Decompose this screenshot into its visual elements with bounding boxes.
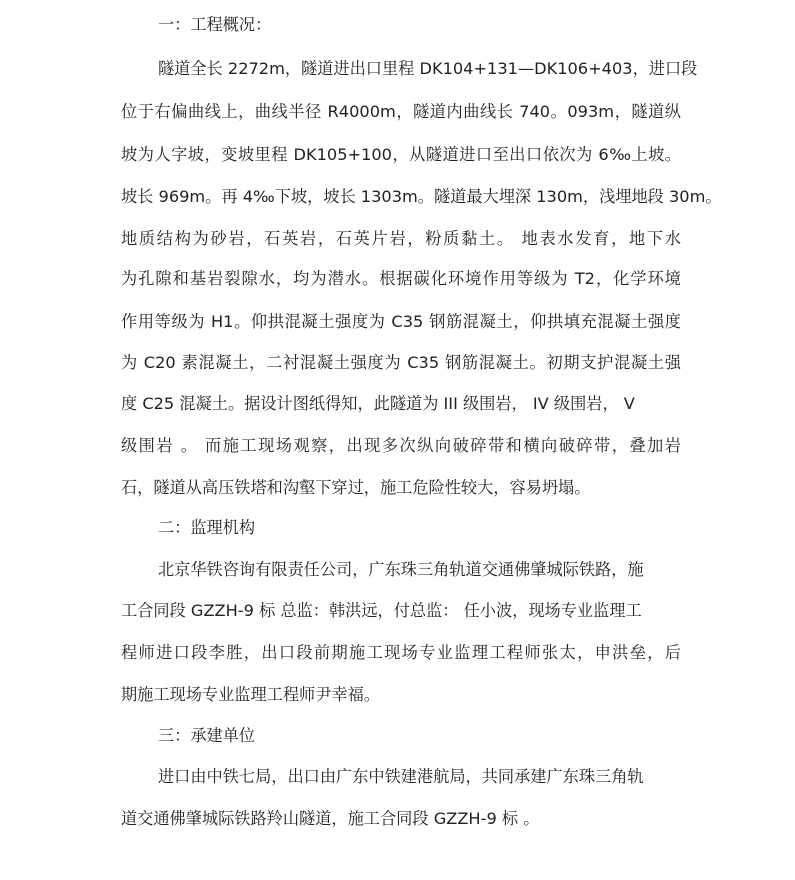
- paragraph-line: 为 C20 素混凝土，二衬混凝土强度为 C35 钢筋混凝土。初期支护混凝土强: [121, 353, 681, 372]
- paragraph-line: 隧道全长 2272m，隧道进出口里程 DK104+131—DK106+403，进口段: [158, 59, 698, 78]
- paragraph-line: 北京华铁咨询有限责任公司，广东珠三角轨道交通佛肇城际铁路，施: [158, 560, 644, 579]
- paragraph-line: 期施工现场专业监理工程师尹幸福。: [121, 685, 380, 704]
- paragraph-line: 作用等级为 H1。仰拱混凝土强度为 C35 钢筋混凝土，仰拱填充混凝土强度: [121, 312, 681, 331]
- paragraph-line: 石，隧道从高压铁塔和沟壑下穿过，施工危险性较大，容易坍塌。: [121, 478, 591, 497]
- paragraph-line: 坡长 969m。再 4‰下坡，坡长 1303m。隧道最大埋深 130m，浅埋地段 30m。: [121, 187, 722, 206]
- section-heading-supervision: 二：监理机构: [158, 518, 256, 537]
- paragraph-line: 坡为人字坡，变坡里程 DK105+100，从隧道进口至出口依次为 6‰上坡。: [121, 145, 681, 164]
- paragraph-line: 位于右偏曲线上，曲线半径 R4000m，隧道内曲线长 740。093m，隧道纵: [121, 102, 681, 121]
- paragraph-line: 道交通佛肇城际铁路羚山隧道，施工合同段 GZZH-9 标 。: [121, 809, 540, 828]
- paragraph-line: 地质结构为砂岩，石英岩，石英片岩，粉质黏土。 地表水发育，地下水: [121, 229, 681, 248]
- section-heading-contractor: 三：承建单位: [158, 726, 256, 745]
- paragraph-line: 程师进口段李胜，出口段前期施工现场专业监理工程师张太，申洪垒，后: [121, 643, 681, 662]
- section-heading-overview: 一：工程概况：: [158, 15, 272, 34]
- paragraph-line: 级围岩 。 而施工现场观察，出现多次纵向破碎带和横向破碎带，叠加岩: [121, 436, 681, 455]
- paragraph-line: 进口由中铁七局，出口由广东中铁建港航局，共同承建广东珠三角轨: [158, 767, 644, 786]
- paragraph-line: 为孔隙和基岩裂隙水，均为潜水。根据碳化环境作用等级为 T2，化学环境: [121, 269, 681, 288]
- paragraph-line: 工合同段 GZZH-9 标 总监：韩洪远，付总监： 任小波，现场专业监理工: [121, 601, 642, 620]
- paragraph-line: 度 C25 混凝土。据设计图纸得知，此隧道为 III 级围岩， IV 级围岩， V: [121, 394, 635, 413]
